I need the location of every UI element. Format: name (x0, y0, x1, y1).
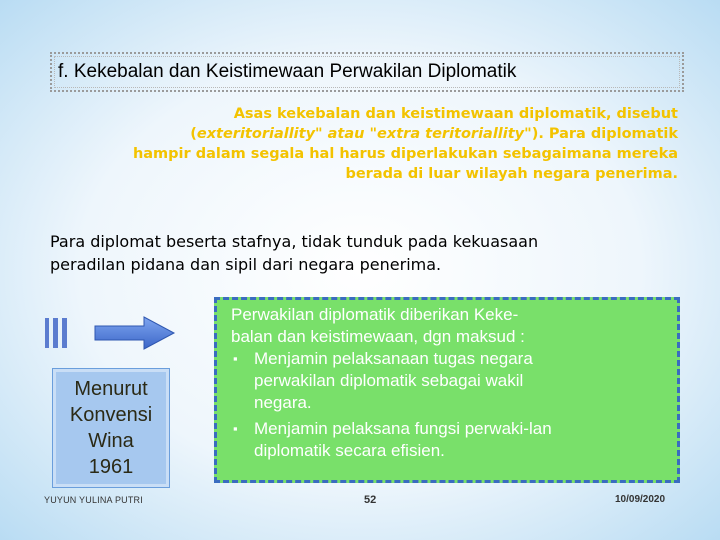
vertical-stripes-icon (45, 318, 93, 348)
purpose-item-2 (231, 418, 669, 462)
bullet-icon: ▪ (233, 421, 238, 436)
right-arrow-icon (94, 316, 176, 350)
purpose-item-2-line-1: Menjamin pelaksana fungsi perwaki-lan (254, 419, 552, 438)
source-box-text (70, 376, 152, 480)
highlight-line-2-pre: ( (190, 126, 197, 142)
purpose-box (214, 297, 680, 483)
slide-title-text: f. Kekebalan dan Keistimewaan Perwakilan Diplomatik (58, 61, 517, 82)
source-line-3: Wina (88, 430, 134, 452)
footer-date: 10/09/2020 (615, 494, 666, 505)
source-line-2: Konvensi (69, 404, 153, 426)
purpose-item-1-line-2: perwakilan diplomatik sebagai wakil (254, 371, 524, 390)
highlight-line-3: hampir dalam segala hal harus diperlakukan sebagaimana mereka (132, 146, 678, 162)
highlight-text (60, 104, 678, 184)
body-paragraph-line-1: Para diplomat beserta stafnya, tidak tunduk pada kekuasaan (50, 232, 539, 251)
highlight-line-2 (60, 124, 678, 144)
purpose-item-1-line-1: Menjamin pelaksanaan tugas negara (254, 349, 533, 368)
highlight-line-2-italic: exteritoriallity" atau "extra teritoriallity" (196, 126, 532, 142)
highlight-line-1: Asas kekebalan dan keistimewaan diplomatik, disebut (233, 106, 678, 122)
source-line-1: Menurut (74, 378, 148, 400)
footer-author: YUYUN YULINA PUTRI (44, 495, 143, 505)
highlight-line-2-post: ). Para diplomatik (531, 126, 678, 142)
source-box (52, 368, 170, 488)
purpose-list (231, 348, 669, 462)
body-paragraph-line-2: peradilan pidana dan sipil dari negara penerima. (50, 255, 442, 274)
slide-title (50, 52, 684, 92)
purpose-item-1-line-3: negara. (254, 393, 312, 412)
footer-page-number: 52 (364, 494, 377, 506)
purpose-intro-2: balan dan keistimewaan, dgn maksud : (231, 327, 525, 346)
purpose-intro-1: Perwakilan diplomatik diberikan Keke- (231, 305, 519, 324)
highlight-line-4: berada di luar wilayah negara penerima. (345, 166, 678, 182)
bullet-icon: ▪ (233, 351, 238, 366)
purpose-item-2-line-2: diplomatik secara efisien. (254, 441, 445, 460)
source-line-4: 1961 (88, 456, 134, 478)
body-paragraph (50, 230, 670, 276)
purpose-item-1 (231, 348, 669, 414)
